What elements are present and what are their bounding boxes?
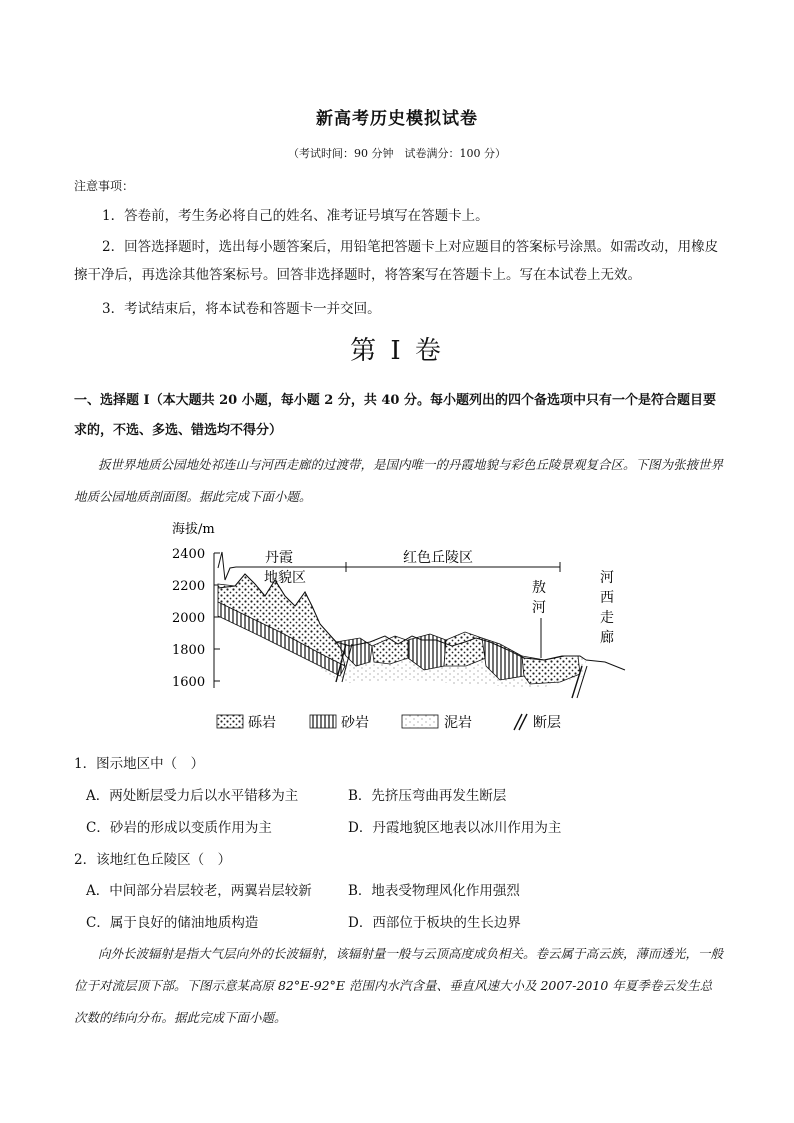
exam-info: （考试时间：90 分钟 试卷满分：100 分）: [288, 147, 506, 160]
option-2c[interactable]: C．属于良好的储油地质构造: [86, 915, 259, 931]
notice-heading: 注意事项：: [74, 179, 135, 193]
option-2d[interactable]: D．西部位于板块的生长边界: [348, 915, 521, 931]
river-label: 敖: [532, 580, 546, 596]
legend-label-sandstone: 砂岩: [341, 715, 369, 731]
notice-item: 1．答卷前，考生务必将自己的姓名、准考证号填写在答题卡上。: [102, 208, 489, 224]
legend-label-fault: 断层: [533, 715, 561, 731]
question-stem-context: 扳世界地质公园地处祁连山与河西走廊的过渡带，是国内唯一的丹霞地貌与彩色丘陵景观复合区。下图为张掖世界地质公园地质剖面图。据此完成下面小题。: [74, 457, 724, 504]
region-label-danxia: 丹霞: [265, 550, 293, 566]
question-stem-context-2: 向外长波辐射是指大气层向外的长波辐射，该辐射量一般与云顶高度成负相关。卷云属于高云族，薄而透光，一般位于对流层顶下部。下图示意某高原 82°E-92°E 范围内水汽含量、垂直风速大小及 2007-2010 年夏季卷云发生总次数的纬向分布。据此完成下面小题。: [74, 946, 724, 1025]
notice-item: 2．回答选择题时，选出每小题答案后，用铅笔把答题卡上对应题目的答案标号涂黑。如需改动，用橡皮擦干净后，再选涂其他答案标号。回答非选择题时，将答案写在答题卡上。写在本试卷上无效。: [74, 239, 719, 283]
volume-title: 第 I 卷: [350, 336, 444, 366]
corridor-label: 廊: [600, 630, 614, 646]
option-1b[interactable]: B．先挤压弯曲再发生断层: [348, 788, 507, 804]
geologic-cross-section: [160, 516, 640, 741]
option-1d[interactable]: D．丹霞地貌区地表以冰川作用为主: [348, 820, 562, 836]
question-2-stem: 2．该地红色丘陵区（ ）: [74, 852, 232, 868]
legend-label-gravel: 砾岩: [248, 715, 276, 731]
notice-item: 3．考试结束后，将本试卷和答题卡一并交回。: [102, 301, 381, 317]
section-heading: 一、选择题 I（本大题共 20 小题，每小题 2 分，共 40 分。每小题列出的四个备选项中只有一个是符合题目要求的，不选、多选、错选均不得分）: [74, 393, 716, 438]
corridor-label: 走: [600, 610, 614, 626]
y-tick: 2000: [172, 611, 206, 626]
legend-label-mudstone: 泥岩: [444, 715, 472, 731]
question-1-stem: 1．图示地区中（ ）: [74, 756, 205, 772]
y-tick: 2400: [172, 547, 206, 562]
region-label-danxia: 地貌区: [264, 570, 306, 586]
option-2a[interactable]: A．中间部分岩层较老，两翼岩层较新: [86, 883, 312, 899]
y-tick: 1600: [172, 675, 206, 690]
y-axis-label: 海拔/m: [172, 522, 215, 537]
option-1c[interactable]: C．砂岩的形成以变质作用为主: [86, 820, 272, 836]
region-label-hills: 红色丘陵区: [403, 550, 473, 566]
page-title: 新高考历史模拟试卷: [316, 109, 478, 129]
corridor-label: 西: [600, 590, 614, 606]
corridor-label: 河: [600, 570, 614, 586]
y-tick: 2200: [172, 579, 206, 594]
y-tick: 1800: [172, 643, 206, 658]
river-label: 河: [532, 600, 546, 616]
option-2b[interactable]: B．地表受物理风化作用强烈: [348, 883, 520, 899]
option-1a[interactable]: A．两处断层受力后以水平错移为主: [86, 788, 299, 804]
